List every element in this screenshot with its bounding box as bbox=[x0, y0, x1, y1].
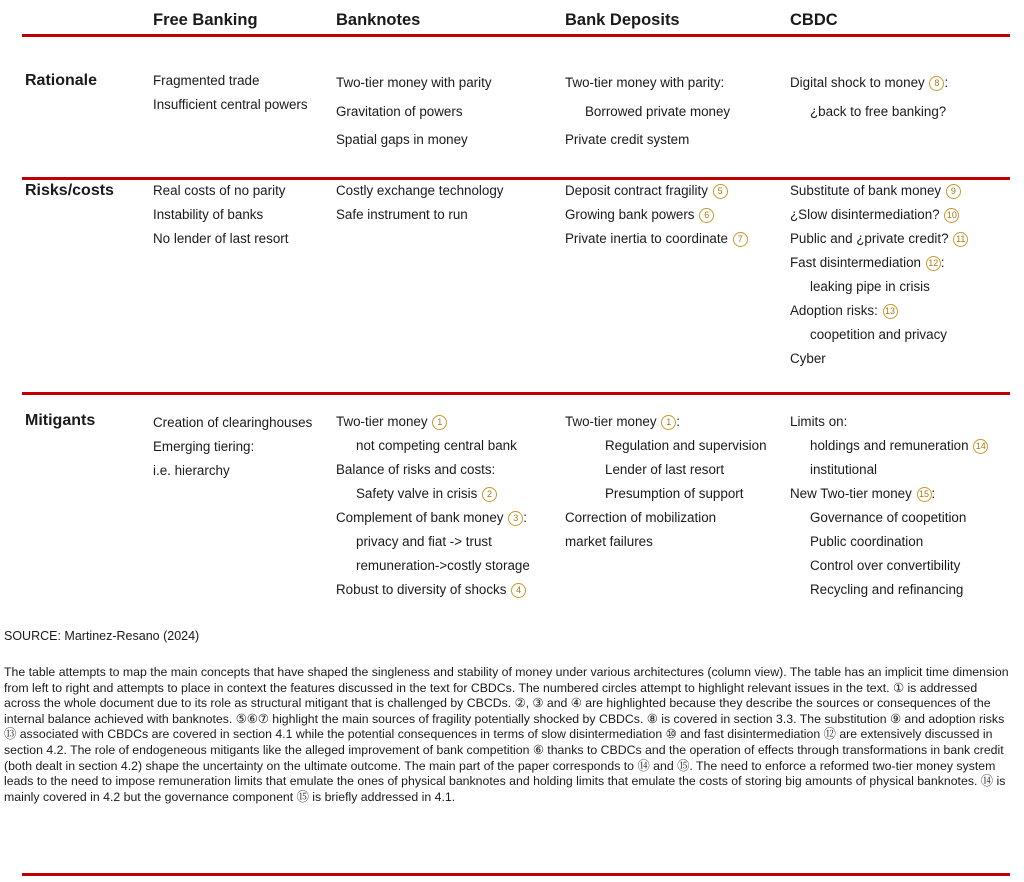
circled-number-icon: 8 bbox=[929, 76, 944, 91]
cell-risks-bank-deposits bbox=[565, 179, 748, 251]
table-note: The table attempts to map the main concepts that have shaped the singleness and stability of money under various architectures (column view). The table has an implicit time dimension from left to right and attempts to place in context the features discussed in the text for CBDCs. The numbered circles attempt to highlight relevant issues in the text. ① is addressed across the whole document due to its role as structural mitigant that is challenged by CBCDs. ②, ③ and ④ are highlighted because they describe the sources or consequences of the internal balance achieved with banknotes. ⑤⑥⑦ highlight the main sources of fragility potentially shocked by CBDCs. ⑧ is covered in section 3.3. The substitution ⑨ and adoption risks ⑬ associated with CBDCs are covered in section 4.1 while the potential consequences in terms of slow disintermediation ⑩ and fast disintermediation ⑫ are extensively discussed in section 4.2. The role of endogeneous mitigants like the alleged improvement of bank competition ⑥ thanks to CBDCs and the operation of effects through transformations in bank credit (both dealt in section 4.2) shape the uncertainty on the ultimate outcome. The main part of the paper corresponds to ⑭ and ⑮. The need to enforce a reformed two-tier money system leads to the need to impose remuneration limits that emulate the ones of physical banknotes and holding limits that emulate the costs of storing big amounts of physical banknotes. ⑭ is mainly covered in 4.2 but the governance component ⑮ is briefly addressed in 4.1. bbox=[4, 665, 1009, 804]
circled-number-icon: 13 bbox=[883, 304, 898, 319]
cell-line: Lender of last resort bbox=[605, 462, 725, 477]
rule-risks-end bbox=[22, 392, 1010, 395]
cell-line: Presumption of support bbox=[605, 486, 744, 501]
cell-line: Growing bank powers 6 bbox=[565, 203, 748, 227]
header-free-banking: Free Banking bbox=[153, 11, 258, 29]
cell-risks-free-banking bbox=[153, 179, 288, 251]
circled-number-icon: 6 bbox=[699, 208, 714, 223]
row-label-mitigants: Mitigants bbox=[25, 412, 96, 429]
cell-line: not competing central bank bbox=[356, 438, 517, 453]
cell-line: Private inertia to coordinate 7 bbox=[565, 227, 748, 251]
circled-number-icon: 12 bbox=[926, 256, 941, 271]
cell-line: remuneration->costly storage bbox=[356, 558, 530, 573]
cell-line: Adoption risks: 13 bbox=[790, 299, 968, 323]
cell-line: Two-tier money 1 bbox=[336, 410, 530, 434]
circled-number-icon: 10 bbox=[944, 208, 959, 223]
cell-line: Insufficient central powers bbox=[153, 97, 308, 112]
rule-top bbox=[22, 34, 1010, 37]
cell-line: Cyber bbox=[790, 351, 826, 366]
cell-mitigants-bank-deposits bbox=[565, 410, 767, 554]
cell-line: Spatial gaps in money bbox=[336, 132, 468, 147]
cell-line: Costly exchange technology bbox=[336, 183, 504, 198]
circled-number-icon: 5 bbox=[713, 184, 728, 199]
cell-line: Fast disintermediation 12 : bbox=[790, 255, 945, 270]
cell-line: Private credit system bbox=[565, 132, 690, 147]
cell-line: institutional bbox=[810, 462, 877, 477]
cell-rationale-bank-deposits bbox=[565, 69, 730, 155]
cell-line: ¿Slow disintermediation? 10 bbox=[790, 203, 968, 227]
cell-risks-cbdc bbox=[790, 179, 968, 371]
circled-number-icon: 3 bbox=[508, 511, 523, 526]
circled-number-icon: 7 bbox=[733, 232, 748, 247]
cell-line: Gravitation of powers bbox=[336, 103, 463, 119]
row-label-risks-costs: Risks/costs bbox=[25, 182, 114, 199]
cell-line: Digital shock to money 8 : bbox=[790, 75, 949, 90]
cell-line: Substitute of bank money 9 bbox=[790, 179, 968, 203]
cell-line: Complement of bank money 3 : bbox=[336, 510, 527, 525]
cell-line: Creation of clearinghouses bbox=[153, 415, 313, 430]
cell-line: leaking pipe in crisis bbox=[810, 279, 930, 294]
cell-line: i.e. hierarchy bbox=[153, 463, 230, 478]
cell-line: Two-tier money with parity: bbox=[565, 75, 725, 90]
circled-number-icon: 9 bbox=[946, 184, 961, 199]
header-bank-deposits: Bank Deposits bbox=[565, 11, 680, 29]
cell-risks-banknotes bbox=[336, 179, 504, 227]
circled-number-icon: 14 bbox=[973, 439, 988, 454]
cell-line: Borrowed private money bbox=[585, 103, 731, 119]
cell-line: New Two-tier money 15 : bbox=[790, 486, 936, 501]
circled-number-icon: 15 bbox=[917, 487, 932, 502]
cell-line: Two-tier money 1 : bbox=[565, 414, 680, 429]
cell-mitigants-banknotes bbox=[336, 410, 530, 602]
header-cbdc: CBDC bbox=[790, 11, 838, 29]
cell-line: Robust to diversity of shocks 4 bbox=[336, 578, 530, 602]
cell-line: Instability of banks bbox=[153, 207, 264, 222]
cell-line: holdings and remuneration 14 bbox=[790, 434, 988, 458]
circled-number-icon: 11 bbox=[953, 232, 968, 247]
cell-rationale-banknotes bbox=[336, 69, 492, 155]
cell-mitigants-cbdc bbox=[790, 410, 988, 602]
source-line: SOURCE: Martinez-Resano (2024) bbox=[4, 629, 200, 643]
cell-line: ¿back to free banking? bbox=[810, 103, 947, 119]
cell-line: market failures bbox=[565, 534, 653, 549]
cell-line: Real costs of no parity bbox=[153, 183, 286, 198]
cell-line: Public and ¿private credit? 11 bbox=[790, 227, 968, 251]
cell-line: Recycling and refinancing bbox=[810, 582, 964, 597]
header-banknotes: Banknotes bbox=[336, 11, 421, 29]
cell-line: Regulation and supervision bbox=[605, 438, 767, 453]
circled-number-icon: 2 bbox=[482, 487, 497, 502]
cell-line: Fragmented trade bbox=[153, 73, 260, 88]
cell-line: Emerging tiering: bbox=[153, 439, 255, 454]
cell-line: Safe instrument to run bbox=[336, 207, 468, 222]
cell-line: Limits on: bbox=[790, 414, 848, 429]
cell-line: Two-tier money with parity bbox=[336, 75, 492, 90]
cell-line: Public coordination bbox=[810, 534, 924, 549]
cell-line: Deposit contract fragility 5 bbox=[565, 179, 748, 203]
row-label-rationale: Rationale bbox=[25, 72, 98, 89]
circled-number-icon: 4 bbox=[511, 583, 526, 598]
cell-line: Correction of mobilization bbox=[565, 510, 717, 525]
circled-number-icon: 1 bbox=[432, 415, 447, 430]
cell-rationale-free-banking bbox=[153, 69, 308, 117]
circled-number-icon: 1 bbox=[661, 415, 676, 430]
cell-rationale-cbdc bbox=[790, 69, 948, 126]
cell-line: Balance of risks and costs: bbox=[336, 462, 496, 477]
cell-line: privacy and fiat -> trust bbox=[356, 534, 492, 549]
cell-line: Control over convertibility bbox=[810, 558, 961, 573]
cell-line: Safety valve in crisis 2 bbox=[336, 482, 530, 506]
cell-line: coopetition and privacy bbox=[810, 327, 947, 342]
cell-line: No lender of last resort bbox=[153, 231, 289, 246]
cell-mitigants-free-banking bbox=[153, 411, 312, 483]
rule-bottom bbox=[22, 873, 1010, 876]
cell-line: Governance of coopetition bbox=[810, 510, 967, 525]
